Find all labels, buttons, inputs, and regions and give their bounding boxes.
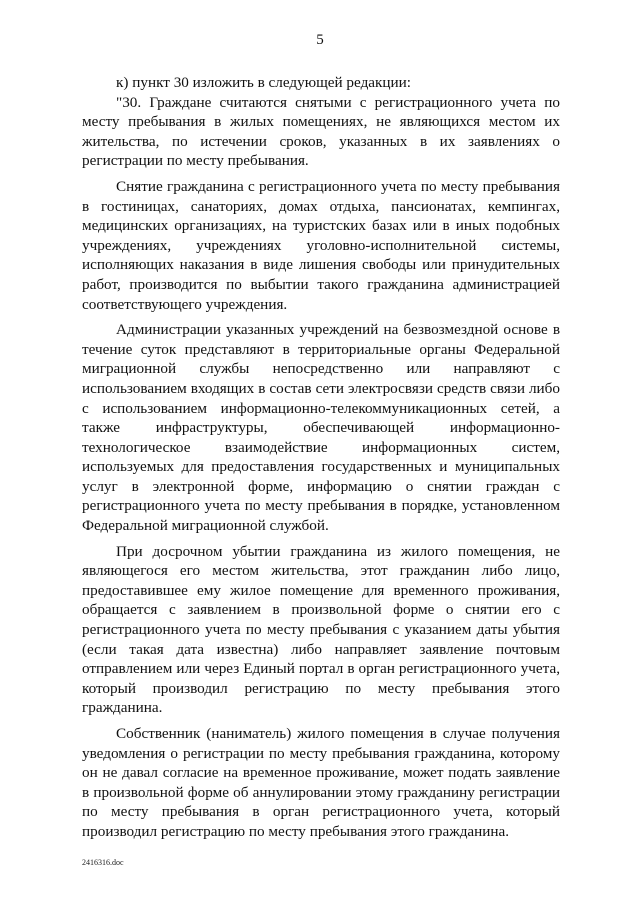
document-file-code: 2416316.doc	[82, 858, 124, 867]
paragraph-point-30: "30. Граждане считаются снятыми с регистрационного учета по месту пребывания в жилых помещениях, не являющихся местом их жительства, по истечении сроков, указанных в их заявлениях о регистрации по месту пребывания.	[82, 93, 560, 170]
page-number: 5	[316, 32, 324, 48]
document-body	[82, 73, 560, 842]
paragraph-early-departure: При досрочном убытии гражданина из жилого помещения, не являющегося его местом жительства, этот гражданин либо лицо, предоставившее ему жилое помещение для временного проживания, обращается с заявлением в произвольной форме о снятии его с регистрационного учета по месту пребывания с указанием даты убытия (если такая дата известна) либо направляет заявление почтовым отправлением или через Единый портал в орган регистрационного учета, который производил регистрацию по месту пребывания этого гражданина.	[82, 542, 560, 717]
paragraph-owner-annulment: Собственник (наниматель) жилого помещения в случае получения уведомления о регистрации по месту пребывания гражданина, которому он не давал согласие на временное проживание, может подать заявление в произвольной форме об аннулировании этому гражданину регистрации по месту пребывания в орган регистрационного учета, который производил регистрацию по месту пребывания этого гражданина.	[82, 725, 560, 840]
paragraph-item-k: к) пункт 30 изложить в следующей редакции:	[116, 74, 412, 91]
paragraph-administration-info: Администрации указанных учреждений на безвозмездной основе в течение суток представляют в территориальные органы Федеральной миграционной службы непосредственно или направляют с использованием входящих в состав сети электросвязи средств связи либо с использованием информационно-телекоммуникационных сетей, а также инфраструктуры, обеспечивающей информационно-технологическое взаимодействие информационных систем, используемых для предоставления государственных и муниципальных услуг в электронной форме, информацию о снятии граждан с регистрационного учета по месту пребывания в порядке, установленном Федеральной миграционной службой.	[82, 321, 560, 535]
paragraph-removal-institutions: Снятие гражданина с регистрационного учета по месту пребывания в гостиницах, санаториях, домах отдыха, пансионатах, кемпингах, медицинских организациях, на туристских базах или в иных подобных учреждениях, учреждениях уголовно-исполнительной системы, исполняющих наказания в виде лишения свободы или принудительных работ, производится по выбытии такого гражданина администрацией соответствующего учреждения.	[82, 177, 560, 313]
